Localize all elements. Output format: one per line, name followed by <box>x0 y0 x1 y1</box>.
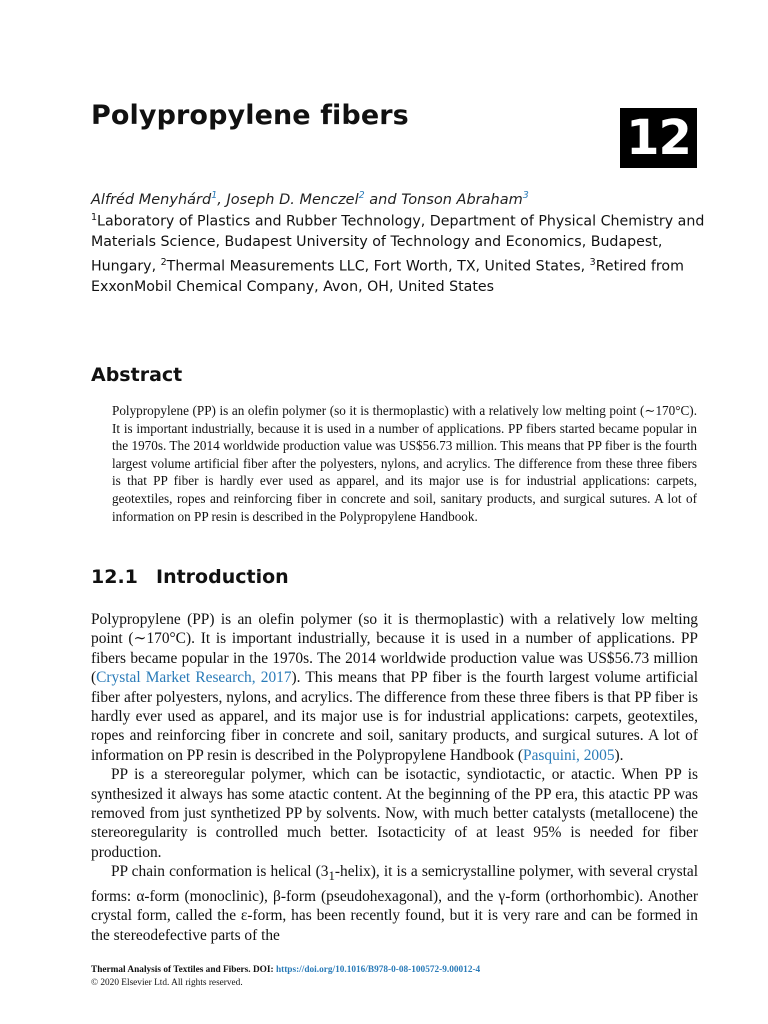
author-affiliation-ref[interactable]: 2 <box>358 190 365 201</box>
footer-citation: Thermal Analysis of Textiles and Fibers. DOI: https://doi.org/10.1016/B978-0-08-100572-9.00012-4 <box>91 965 481 975</box>
affiliation-text: Laboratory of Plastics and Rubber Technology, Department of Physical Chemistry and Materials Science, Budapest University of Technology and Economics, Budapest, Hungary, <box>91 213 705 275</box>
author-name: Alfréd Menyhárd <box>91 191 212 208</box>
abstract-heading: Abstract <box>91 364 183 386</box>
journal-title: Thermal Analysis of Textiles and Fibers. <box>91 965 251 975</box>
paragraph: Polypropylene (PP) is an olefin polymer (so it is thermoplastic) with a relatively low melting point (∼170°C). It is important industrially, because it is used in a number of applications. PP fibers became popular in the 1970s. The 2014 worldwide production value was US$56.73 million (Crystal Market Research, 2017). This means that PP fiber is the fourth largest volume artificial fiber after polyesters, nylons, and acrylics. The difference from these three fibers is that PP fiber is hardly ever used as apparel, and its major use is for industrial applications: carpets, geotextiles, ropes and reinforcing fiber in concrete and soil, sanitary products, and surgical sutures. A lot of information on PP resin is described in the Polypropylene Handbook (Pasquini, 2005). <box>91 611 699 764</box>
section-title: Introduction <box>156 566 289 588</box>
citation-link[interactable]: Pasquini, 2005 <box>523 746 615 764</box>
doi-link[interactable]: https://doi.org/10.1016/B978-0-08-100572-9.00012-4 <box>275 965 481 975</box>
page-footer <box>91 964 701 990</box>
affiliation-text: Retired from ExxonMobil Chemical Company, Avon, OH, United States <box>91 258 684 296</box>
author-affiliation-ref[interactable]: 1 <box>211 190 218 201</box>
chapter-number-badge: 12 <box>620 108 697 168</box>
author-name: Joseph D. Menczel <box>226 191 359 208</box>
author-list: Alfréd Menyhárd$^1$, Joseph D. Menczel$^2$ and Tonson Abraham$^3$ <box>91 190 529 208</box>
section-heading <box>91 566 289 588</box>
chapter-title: Polypropylene fibers <box>91 100 409 131</box>
body-text <box>91 610 698 945</box>
affiliations: $^1$Laboratory of Plastics and Rubber Technology, Department of Physical Chemistry and Materials Science, Budapest University of Technology and Economics, Budapest, Hungary, $^2$Thermal Measurements LLC, Fort Worth, TX, United States, $^3$Retired from ExxonMobil Chemical Company, Avon, OH, United States <box>91 212 705 296</box>
citation-link[interactable]: Crystal Market Research, 2017 <box>96 669 292 687</box>
author-affiliation-ref[interactable]: 3 <box>522 190 529 201</box>
abstract-text: Polypropylene (PP) is an olefin polymer (so it is thermoplastic) with a relatively low melting point (∼170°C). It is important industrially, because it is used in a number of applications. PP fibers started became popular in the 1970s. The 2014 worldwide production value was US$56.73 million. This means that PP fiber is the fourth largest volume artificial fiber after the polyesters, nylons, and acrylics. The difference from these three fibers is that PP fiber is hardly ever used as apparel, and its major use is for industrial applications: carpets, geotextiles, ropes and reinforcing fiber in concrete and soil, sanitary products, and surgical sutures. A lot of information on PP resin is described in the Polypropylene Handbook. <box>112 403 697 524</box>
section-number: 12.1 <box>91 566 138 588</box>
author-name: Tonson Abraham <box>401 191 523 208</box>
affiliation-text: Thermal Measurements LLC, Fort Worth, TX, United States, <box>166 258 590 275</box>
copyright: © 2020 Elsevier Ltd. All rights reserved. <box>91 978 243 988</box>
paragraph: PP chain conformation is helical $(3_1-helix)$, it is a semicrystalline polymer, with several crystal forms: α-form (monoclinic), β-form (pseudohexagonal), and the γ-form (orthorhombic). Another crystal form, called the ε-form, has been recently found, but it is very rare and can be formed in the stereodefective parts of the <box>91 863 698 944</box>
paragraph: PP is a stereoregular polymer, which can be isotactic, syndiotactic, or atactic. When PP is synthesized it always has some atactic content. At the beginning of the PP era, this atactic PP was removed from just synthetized PP by solvents. Now, with much better catalysts (metallocene) the stereoregularity is controlled much better. Isotacticity of at least 95% is needed for fiber production. <box>91 766 698 861</box>
